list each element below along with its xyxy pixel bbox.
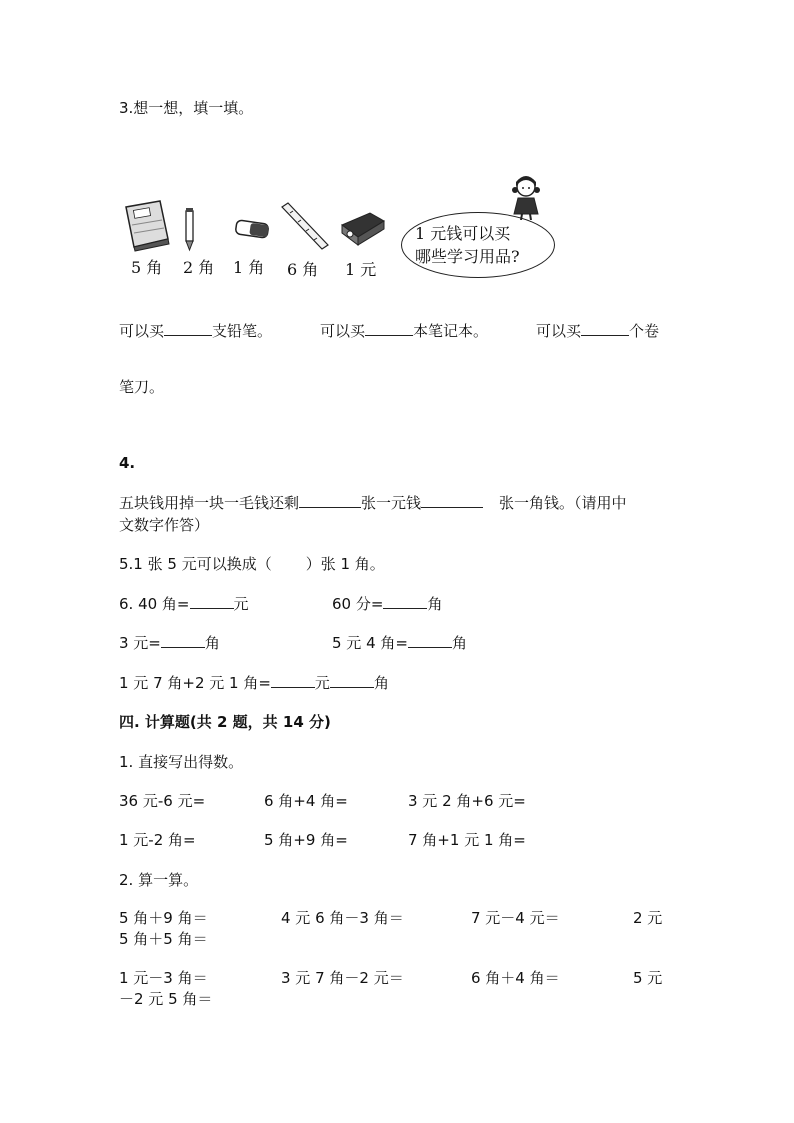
q3-text: 支铅笔。 <box>212 322 273 340</box>
calc1-item: 3 元 2 角+6 元= <box>408 792 526 810</box>
section-4-title: 四. 计算题(共 2 题，共 14 分) <box>119 713 331 731</box>
q6-text: 1 元 7 角+2 元 1 角= <box>119 674 271 692</box>
pencil-icon <box>186 208 193 250</box>
calc2-item: 4 元 6 角－3 角＝ <box>281 909 404 927</box>
q6-text: 元 <box>314 674 330 692</box>
calc1-item: 5 角+9 角= <box>264 831 348 849</box>
q6-e-yuan-blank[interactable] <box>271 673 315 688</box>
price-sharpener: 1 元 <box>345 260 377 279</box>
q6-a-blank[interactable] <box>190 594 234 609</box>
girl-icon <box>506 174 546 220</box>
calc2-item: 5 元 <box>633 969 663 987</box>
q3-fill-line-3 <box>536 320 659 341</box>
q6-e <box>119 672 389 693</box>
price-eraser: 1 角 <box>233 258 265 277</box>
price-pencil: 2 角 <box>183 258 215 277</box>
q4-line-1 <box>119 492 627 513</box>
calc2-item: 2 元 <box>633 909 663 927</box>
calc2-item: 5 角＋9 角＝ <box>119 909 208 927</box>
q6-b-blank[interactable] <box>383 594 427 609</box>
calc2-item: 7 元－4 元＝ <box>471 909 560 927</box>
q6-text: 6. 40 角= <box>119 595 190 613</box>
q3-title: 3.想一想，填一填。 <box>119 99 254 117</box>
calc1-item: 6 角+4 角= <box>264 792 348 810</box>
calc2-item: 1 元－3 角＝ <box>119 969 208 987</box>
q3-text: 个卷 <box>629 322 660 340</box>
q6-a <box>119 593 249 614</box>
calc1-item: 36 元-6 元= <box>119 792 206 810</box>
price-ruler: 6 角 <box>287 260 319 279</box>
eraser-icon <box>235 220 269 238</box>
q6-d <box>332 632 467 653</box>
calc2-item: 3 元 7 角－2 元＝ <box>281 969 404 987</box>
q6-text: 角 <box>427 595 443 613</box>
bubble-line-2: 哪些学习用品? <box>415 247 520 266</box>
q6-text: 元 <box>233 595 249 613</box>
bubble-line-1: 1 元钱可以买 <box>415 224 511 243</box>
q5-text: 5.1 张 5 元可以换成（ <box>119 555 272 573</box>
calc1-item: 1 元-2 角= <box>119 831 196 849</box>
q6-text: 角 <box>451 634 467 652</box>
q6-text: 60 分= <box>332 595 384 613</box>
q3-fill-line <box>119 320 272 341</box>
q4-text: 张一角钱。（请用中 <box>499 494 627 512</box>
calc1-title: 1. 直接写出得数。 <box>119 753 244 771</box>
q3-text: 本笔记本。 <box>413 322 489 340</box>
q6-text: 角 <box>204 634 220 652</box>
q6-text: 3 元= <box>119 634 161 652</box>
q3-text: 可以买 <box>119 322 165 340</box>
sharpener-count-blank[interactable] <box>581 321 629 336</box>
q6-text: 5 元 4 角= <box>332 634 408 652</box>
q5-text: ）张 1 角。 <box>305 555 385 573</box>
q6-c-blank[interactable] <box>161 633 205 648</box>
q4-text: 张一元钱 <box>361 494 422 512</box>
pencil-count-blank[interactable] <box>164 321 212 336</box>
price-notebook: 5 角 <box>131 258 163 277</box>
q3-fill-line-2 <box>320 320 488 341</box>
pencil-sharpener-icon <box>342 213 384 245</box>
calc2-item: －2 元 5 角＝ <box>119 990 213 1008</box>
q3-text: 可以买 <box>536 322 582 340</box>
notebook-count-blank[interactable] <box>365 321 413 336</box>
q4-number: 4. <box>119 454 136 472</box>
q5-line <box>119 553 385 574</box>
q6-b <box>332 593 442 614</box>
ruler-icon <box>282 203 328 249</box>
q6-c <box>119 632 220 653</box>
jiao-count-blank[interactable] <box>421 493 483 508</box>
q4-line-2: 文数字作答） <box>119 516 210 534</box>
q3-line-2: 笔刀。 <box>119 378 165 396</box>
calc2-title: 2. 算一算。 <box>119 871 199 889</box>
q6-text: 角 <box>373 674 389 692</box>
calc2-item: 6 角＋4 角＝ <box>471 969 560 987</box>
yuan-count-blank[interactable] <box>299 493 361 508</box>
calc2-item: 5 角＋5 角＝ <box>119 930 208 948</box>
calc1-item: 7 角+1 元 1 角= <box>408 831 526 849</box>
q3-text: 可以买 <box>320 322 366 340</box>
notebook-icon <box>126 201 169 251</box>
q4-text: 五块钱用掉一块一毛钱还剩 <box>119 494 300 512</box>
q6-e-jiao-blank[interactable] <box>330 673 374 688</box>
q6-d-blank[interactable] <box>408 633 452 648</box>
